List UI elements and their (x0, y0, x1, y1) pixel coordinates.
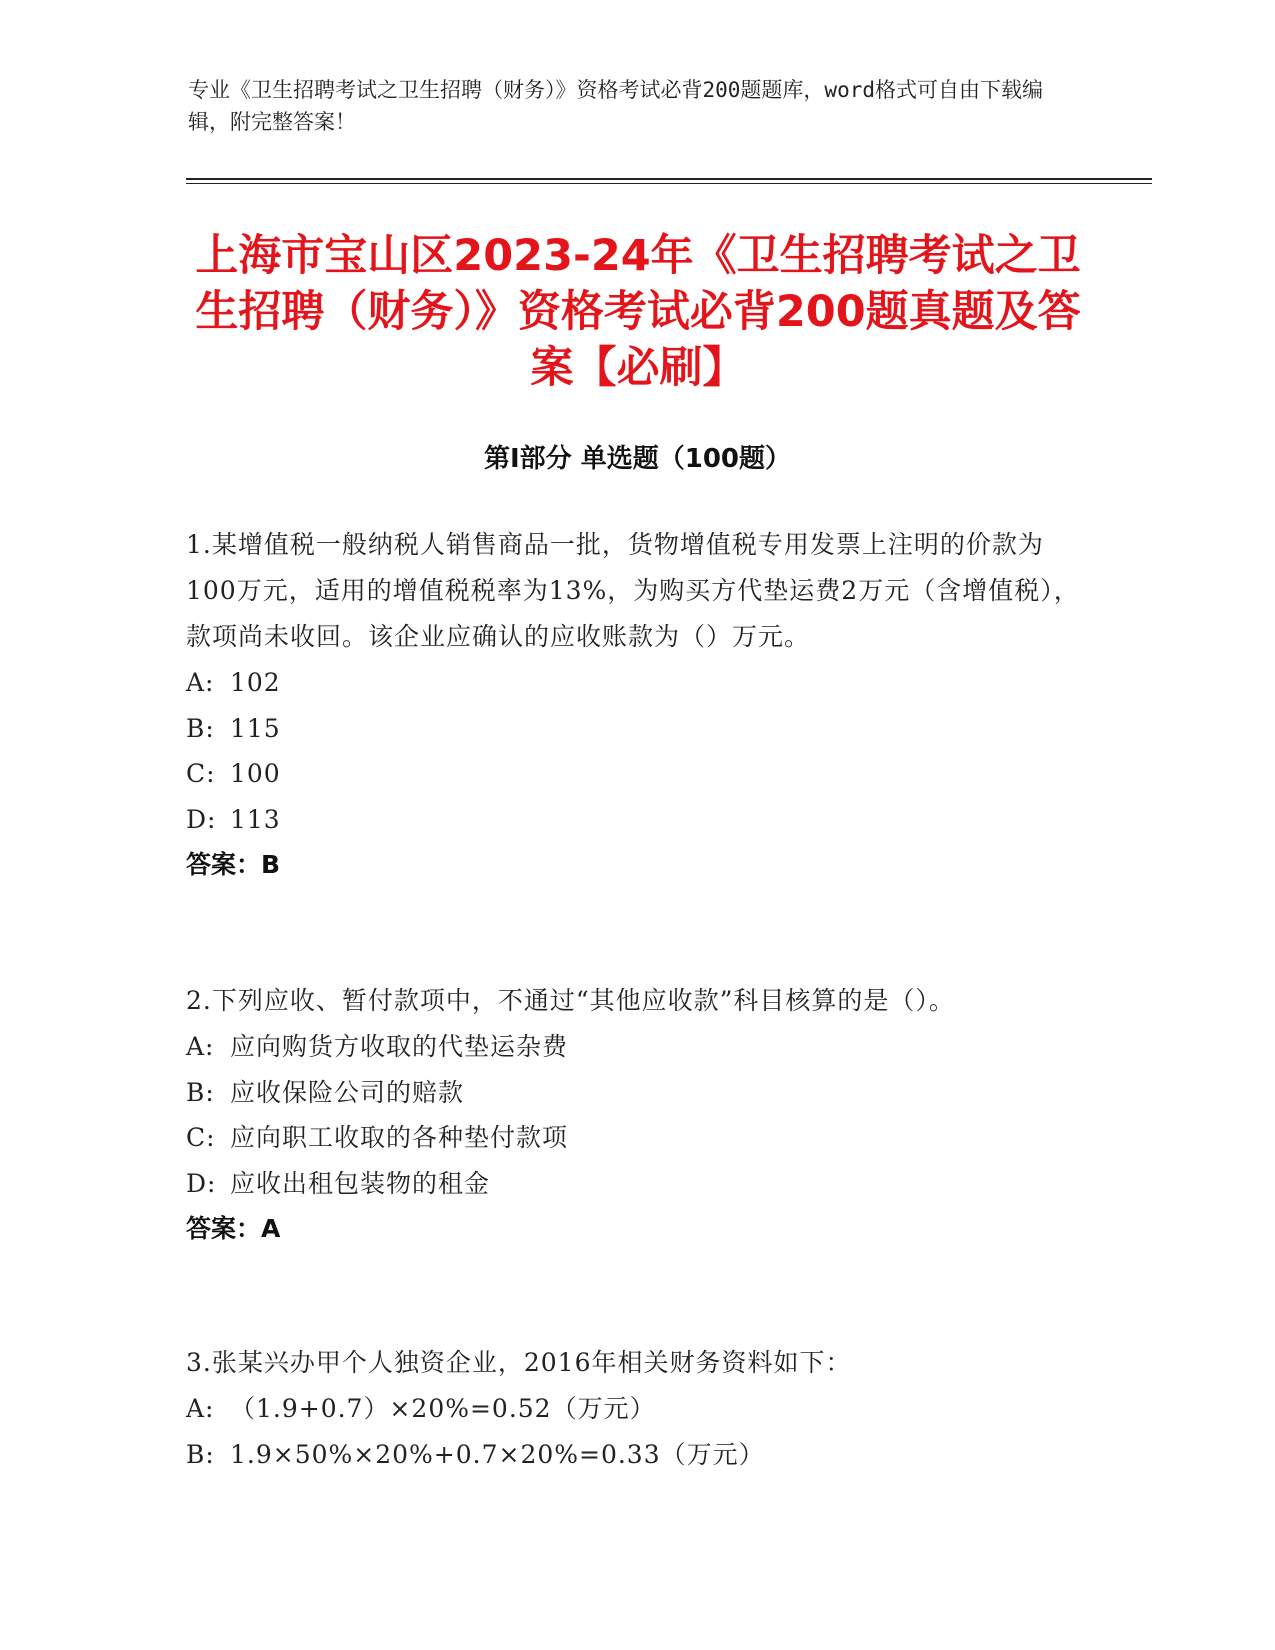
option-text: 100 (230, 759, 281, 788)
option-key: D: (186, 1168, 217, 1198)
document-title: 上海市宝山区2023-24年《卫生招聘考试之卫生招聘（财务）》资格考试必背200题真题及答案【必刷】 (195, 231, 1081, 393)
answer: 答案：A (186, 1214, 281, 1243)
option-key: C: (186, 1123, 216, 1152)
option-key: A: (186, 1394, 215, 1423)
question-1 (186, 522, 1086, 888)
option-text: 应向购货方收取的代垫运杂费 (230, 1032, 569, 1061)
answer: 答案：B (186, 850, 281, 879)
section-heading: 第Ⅰ部分 单选题（100题） (484, 444, 791, 474)
option-text: 102 (230, 668, 281, 697)
option-key: B: (186, 1439, 215, 1469)
option-key: A: (186, 1032, 215, 1061)
option-key: D: (186, 804, 217, 834)
option-key: A: (186, 668, 215, 697)
option-d (186, 797, 1086, 843)
header-divider-bottom (186, 183, 1152, 184)
option-b (186, 1070, 1086, 1116)
option-key: C: (186, 759, 216, 788)
option-b (186, 1432, 1086, 1478)
option-text: 115 (230, 713, 281, 743)
question-text: 1.某增值税一般纳税人销售商品一批，货物增值税专用发票上注明的价款为100万元，适用的增值税税率为13%，为购买方代垫运费2万元（含增值税），款项尚未收回。该企业应确认的应收账款为（）万元。 (186, 530, 1080, 651)
option-text: （1.9+0.7）×20%=0.52（万元） (230, 1394, 656, 1423)
option-c (186, 751, 1086, 797)
question-text: 2.下列应收、暂付款项中，不通过“其他应收款”科目核算的是（）。 (186, 986, 955, 1015)
option-d (186, 1161, 1086, 1207)
header-note: 专业《卫生招聘考试之卫生招聘（财务）》资格考试必背200题题库，word格式可自由下载编辑，附完整答案！ (188, 78, 1043, 134)
question-text: 3.张某兴办甲个人独资企业，2016年相关财务资料如下： (186, 1348, 852, 1377)
header-divider-top (186, 178, 1152, 180)
option-key: B: (186, 713, 215, 743)
option-key: B: (186, 1077, 215, 1107)
option-a (186, 1024, 1086, 1070)
option-text: 应收保险公司的赔款 (230, 1077, 465, 1107)
question-2 (186, 978, 1086, 1252)
option-text: 113 (230, 804, 281, 834)
option-a (186, 660, 1086, 706)
option-text: 应收出租包装物的租金 (230, 1168, 491, 1198)
option-text: 1.9×50%×20%+0.7×20%=0.33（万元） (230, 1439, 765, 1469)
option-a (186, 1386, 1086, 1432)
option-text: 应向职工收取的各种垫付款项 (230, 1123, 569, 1152)
question-3 (186, 1340, 1086, 1477)
option-b (186, 706, 1086, 752)
option-c (186, 1115, 1086, 1161)
